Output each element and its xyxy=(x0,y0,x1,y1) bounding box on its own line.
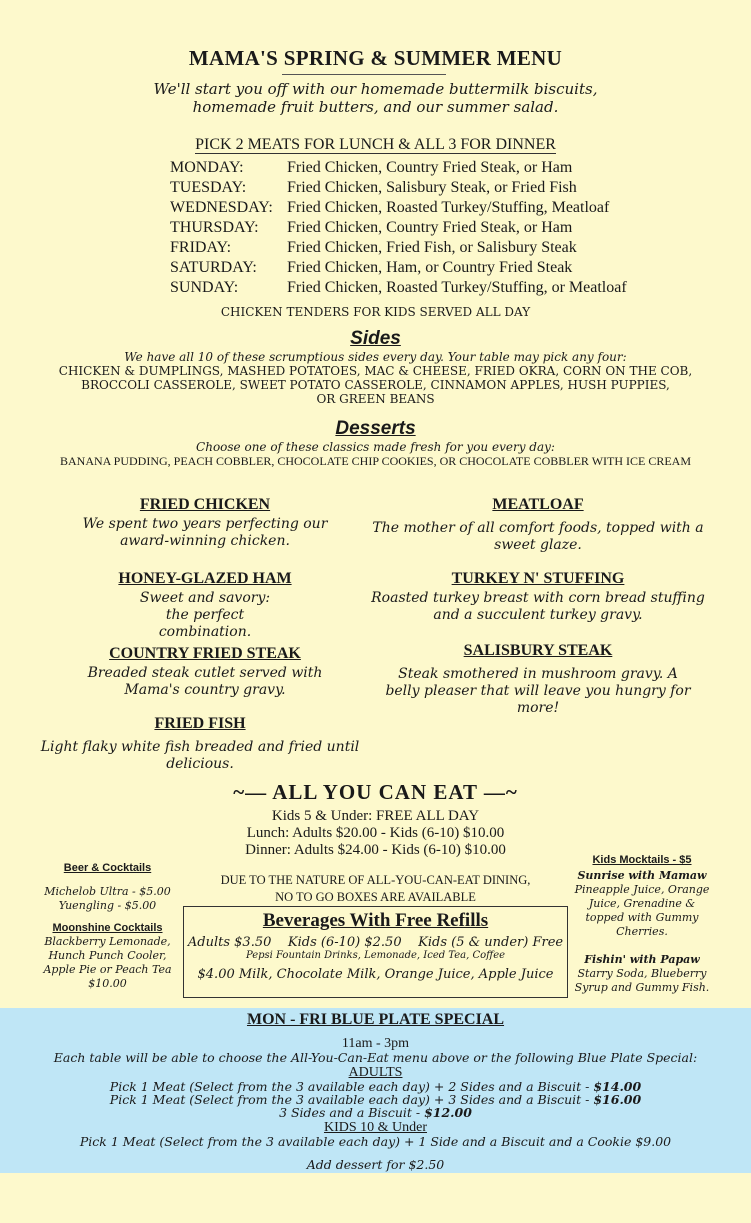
day: SATURDAY: xyxy=(170,259,257,276)
divider xyxy=(282,74,446,75)
dish-name: FRIED CHICKEN xyxy=(139,496,271,513)
kids-option: Pick 1 Meat (Select from the 3 available each day) + 1 Side and a Biscuit and a Cookie $9.00 xyxy=(79,1134,672,1149)
meats: Fried Chicken, Roasted Turkey/Stuffing, Meatloaf xyxy=(287,199,610,216)
option-price: $14.00 xyxy=(593,1079,642,1094)
beverages-box xyxy=(183,906,568,998)
sides-intro: We have all 10 of these scrumptious sides every day. Your table may pick any four: xyxy=(124,350,627,364)
sides-line: OR GREEN BEANS xyxy=(316,392,435,406)
beer-cocktails xyxy=(30,861,185,991)
ayce-prices xyxy=(0,808,751,859)
day: TUESDAY: xyxy=(170,179,247,196)
day: WEDNESDAY: xyxy=(170,199,273,216)
day-row xyxy=(170,278,627,298)
beverages-prices: Adults $3.50 Kids (6-10) $2.50 Kids (5 & under) Free xyxy=(187,935,564,950)
option-price: $16.00 xyxy=(593,1092,642,1107)
mocktail-name: Sunrise with Mamaw xyxy=(577,869,707,882)
mocktail-desc: Starry Soda, Blueberry Syrup and Gummy Fish. xyxy=(574,967,710,994)
day-row xyxy=(170,198,627,218)
dish-ham xyxy=(35,570,375,641)
desserts-intro: Choose one of these classics made fresh for you every day: xyxy=(196,440,555,454)
moonshine-item: Hunch Punch Cooler, xyxy=(48,949,167,962)
beer-item: Michelob Ultra - $5.00 xyxy=(44,885,171,898)
mocktail-desc: Pineapple Juice, Orange Juice, Grenadine & topped with Gummy Cherries. xyxy=(574,883,710,938)
swash-right-icon: —~ xyxy=(483,780,518,804)
dish-fried-chicken xyxy=(35,496,375,550)
price-line: Dinner: Adults $24.00 - Kids (6-10) $10.00 xyxy=(245,842,506,858)
blue-plate-heading: MON - FRI BLUE PLATE SPECIAL xyxy=(246,1011,505,1028)
dish-name: COUNTRY FRIED STEAK xyxy=(109,645,301,662)
price-line: Lunch: Adults $20.00 - Kids (6-10) $10.00 xyxy=(246,825,505,841)
dish-desc: Roasted turkey breast with corn bread stuffing and a succulent turkey gravy. xyxy=(371,590,705,623)
day-row xyxy=(170,258,627,278)
meats: Fried Chicken, Salisbury Steak, or Fried Fish xyxy=(287,179,577,196)
sides-section xyxy=(0,328,751,406)
kids-tenders: CHICKEN TENDERS FOR KIDS SERVED ALL DAY xyxy=(220,305,531,319)
menu-title: MAMA'S SPRING & SUMMER MENU xyxy=(188,46,563,70)
option-price: $12.00 xyxy=(424,1105,472,1120)
beer-item: Yuengling - $5.00 xyxy=(58,899,157,912)
sides-heading: Sides xyxy=(350,328,401,349)
daily-meats xyxy=(170,158,627,298)
desserts-section xyxy=(0,418,751,468)
dish-country-fried-steak xyxy=(35,645,375,699)
desserts-line: BANANA PUDDING, PEACH COBBLER, CHOCOLATE CHIP COOKIES, OR CHOCOLATE COBBLER WITH ICE CREAM xyxy=(59,454,692,468)
dish-name: HONEY-GLAZED HAM xyxy=(118,570,292,587)
dish-salisbury xyxy=(368,642,708,717)
meats: Fried Chicken, Fried Fish, or Salisbury Steak xyxy=(287,239,577,256)
desserts-heading: Desserts xyxy=(335,418,416,439)
dish-name: SALISBURY STEAK xyxy=(463,642,613,659)
mocktail-name: Fishin' with Papaw xyxy=(584,953,700,966)
adults-heading: ADULTS xyxy=(348,1065,403,1080)
dish-turkey xyxy=(368,570,708,624)
day: MONDAY: xyxy=(170,159,244,176)
beverages-drinks: Pepsi Fountain Drinks, Lemonade, Iced Tea, Coffee xyxy=(245,950,506,961)
blue-plate-special xyxy=(0,1008,751,1173)
swash-left-icon: ~— xyxy=(233,780,268,804)
dish-desc: Sweet and savory: the perfect combination. xyxy=(139,590,271,640)
intro-line: We'll start you off with our homemade buttermilk biscuits, xyxy=(153,80,598,98)
day: THURSDAY: xyxy=(170,219,259,236)
mocktails-heading: Kids Mocktails - $5 xyxy=(592,854,692,866)
dish-name: FRIED FISH xyxy=(154,715,246,732)
moonshine-item: Blackberry Lemonade, xyxy=(44,935,171,948)
dish-meatloaf xyxy=(368,496,708,554)
dish-name: TURKEY N' STUFFING xyxy=(451,570,625,587)
meats: Fried Chicken, Country Fried Steak, or Ham xyxy=(287,219,573,236)
dish-desc: Breaded steak cutlet served with Mama's country gravy. xyxy=(87,665,323,698)
option-text: 3 Sides and a Biscuit - xyxy=(279,1105,425,1120)
meats: Fried Chicken, Roasted Turkey/Stuffing, or Meatloaf xyxy=(287,279,627,296)
dessert-addon: Add dessert for $2.50 xyxy=(306,1157,445,1172)
day: FRIDAY: xyxy=(170,239,232,256)
beverages-heading: Beverages With Free Refills xyxy=(262,910,489,931)
kids-heading: KIDS 10 & Under xyxy=(323,1120,428,1135)
pick-heading xyxy=(0,136,751,154)
sides-line: BROCCOLI CASSEROLE, SWEET POTATO CASSEROLE, CINNAMON APPLES, HUSH PUPPIES, xyxy=(81,378,670,392)
option-text: Pick 1 Meat (Select from the 3 available each day) + 3 Sides and a Biscuit - xyxy=(109,1092,594,1107)
ayce-heading xyxy=(0,780,751,805)
notice-line: NO TO GO BOXES ARE AVAILABLE xyxy=(275,890,476,904)
dish-fried-fish xyxy=(30,715,370,773)
dish-name: MEATLOAF xyxy=(492,496,584,513)
day-row xyxy=(170,218,627,238)
beer-heading: Beer & Cocktails xyxy=(63,862,152,874)
beverages-extra: $4.00 Milk, Chocolate Milk, Orange Juice, Apple Juice xyxy=(197,967,554,982)
moonshine-item: Apple Pie or Peach Tea xyxy=(43,963,172,976)
day-row xyxy=(170,178,627,198)
moonshine-heading: Moonshine Cocktails xyxy=(52,922,163,934)
moonshine-item: $10.00 xyxy=(88,977,127,990)
dish-desc: We spent two years perfecting our award-winning chicken. xyxy=(82,516,328,549)
dish-desc: Steak smothered in mushroom gravy. A belly pleaser that will leave you hungry for more! xyxy=(385,666,691,716)
ayce-heading-text: ALL YOU CAN EAT xyxy=(272,780,478,804)
adult-option xyxy=(0,1106,751,1119)
day-row xyxy=(170,158,627,178)
meats: Fried Chicken, Ham, or Country Fried Steak xyxy=(287,259,573,276)
sides-line: CHICKEN & DUMPLINGS, MASHED POTATOES, MAC & CHEESE, FRIED OKRA, CORN ON THE COB, xyxy=(58,364,693,378)
kids-mocktails xyxy=(572,853,712,995)
meats: Fried Chicken, Country Fried Steak, or Ham xyxy=(287,159,573,176)
day-row xyxy=(170,238,627,258)
day: SUNDAY: xyxy=(170,279,239,296)
dish-desc: The mother of all comfort foods, topped with a sweet glaze. xyxy=(372,520,704,553)
notice-line: DUE TO THE NATURE OF ALL-YOU-CAN-EAT DINING, xyxy=(220,873,531,887)
pick-heading-text: PICK 2 MEATS FOR LUNCH & ALL 3 FOR DINNER xyxy=(195,136,556,153)
price-line: Kids 5 & Under: FREE ALL DAY xyxy=(271,808,480,824)
intro-line: homemade fruit butters, and our summer salad. xyxy=(192,98,559,116)
blue-plate-hours: 11am - 3pm xyxy=(341,1036,410,1051)
intro xyxy=(0,80,751,116)
blue-plate-intro: Each table will be able to choose the All-You-Can-Eat menu above or the following Blue Plate Special: xyxy=(53,1050,698,1065)
option-text: Pick 1 Meat (Select from the 3 available each day) + 2 Sides and a Biscuit - xyxy=(109,1079,594,1094)
dish-desc: Light flaky white fish breaded and fried until delicious. xyxy=(40,739,360,772)
